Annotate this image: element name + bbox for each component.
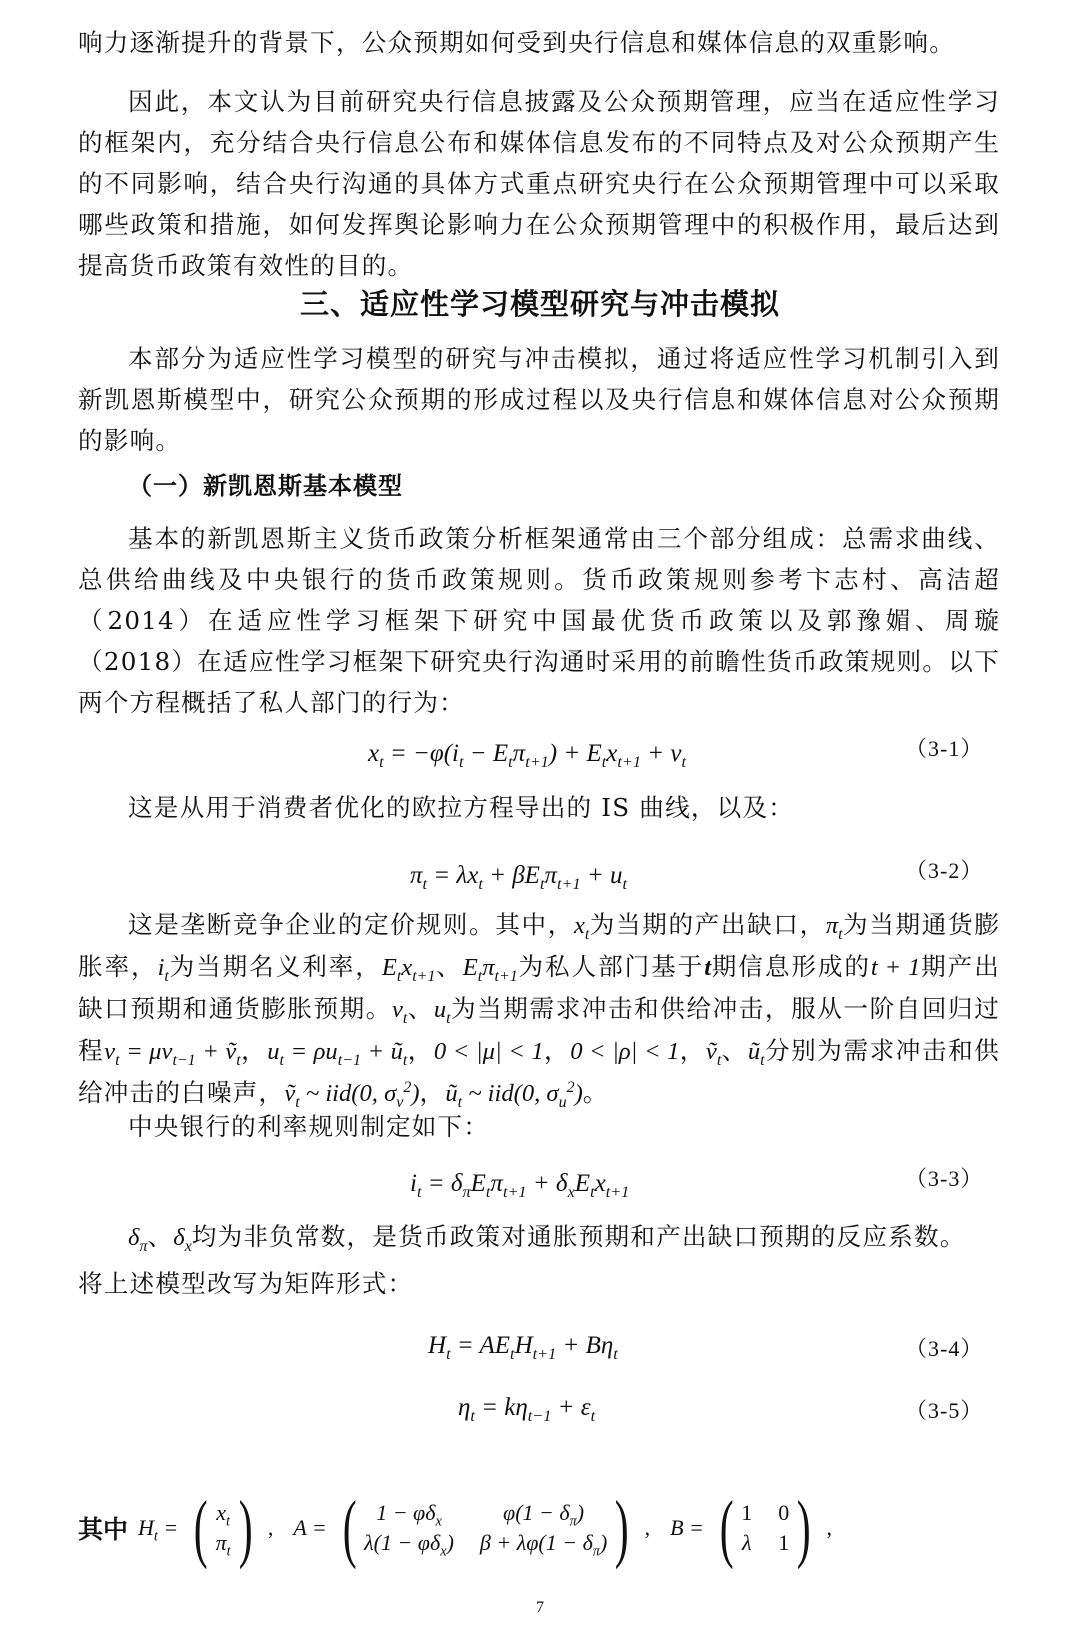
paragraph-matrix-form: 将上述模型改写为矩阵形式： <box>78 1269 414 1298</box>
matrix-A: ( $1 - \varphi\delta_x$ $\varphi(1 - \delta_\pi)$ $\lambda(1 - \varphi\delta_x)$ $\beta + \lambda\varphi(1 - \delta_\pi)$ ) <box>342 1486 629 1570</box>
paragraph-framework: 基本的新凯恩斯主义货币政策分析框架通常由三个部分组成：总需求曲线、总供给曲线及中央银行的货币政策规则。货币政策规则参考卞志村、高洁超（2014）在适应性学习框架下研究中国最优货币政策以及郭豫媚、周璇（2018）在适应性学习框架下研究央行沟通时采用的前瞻性货币政策规则。以下两个方程概括了私人部门的行为： <box>78 524 1000 717</box>
paragraph-interest-rule: 中央银行的利率规则制定如下： <box>128 1112 490 1141</box>
equation-number: （3-4） <box>905 1336 984 1361</box>
equation-number: （3-5） <box>905 1398 984 1423</box>
paragraph-therefore: 因此，本文认为目前研究央行信息披露及公众预期管理，应当在适应性学习的框架内，充分结合央行信息公布和媒体信息发布的不同特点及对公众预期产生的不同影响，结合央行沟通的具体方式重点研究央行在公众预期管理中可以采取哪些政策和措施，如何发挥舆论影响力在公众预期管理中的积极作用，最后达到提高货币政策有效性的目的。 <box>78 87 1000 280</box>
equation-number: （3-2） <box>905 858 984 883</box>
equation-number: （3-3） <box>905 1166 984 1191</box>
paragraph-continuation: 响力逐渐提升的背景下，公众预期如何受到央行信息和媒体信息的双重影响。 <box>78 28 955 57</box>
paragraph-is-curve: 这是从用于消费者优化的欧拉方程导出的 IS 曲线，以及： <box>128 793 795 822</box>
equation-3-2: $\pi_t = \lambda x_t + \beta E_t\pi_{t+1} + u_t$ <box>410 862 627 893</box>
paragraph-pricing-rule: 这是垄断竞争企业的定价规则。其中，$x_t$为当期的产出缺口，$\pi_t$为当期通货膨胀率，$i_t$为当期名义利率，$E_tx_{t+1}$、$E_t\pi_{t+1}$为私人部门基于t期信息形成的t + 1期产出缺口预期和通货膨胀预期。$v_t$、$u_t$为当期需求冲击和供给冲击，服从一阶自回归过程$v_t = \mu v_{t-1}$ + ṽ$_t$，$u_t = \rho u_{t-1}$ + $ũ_t$，0 < |μ| < 1，0 < |ρ| < 1，ṽ$_t$、$ũ_t$分别为需求冲击和供给冲击的白噪声，ṽ$_t$ ~ iid(0, $\sigma_v^2$)，$ũ_t$ ~ iid(0, $\sigma_u^2$)。 <box>78 910 1001 1111</box>
equation-number: （3-1） <box>905 736 984 761</box>
matrix-definitions: 其中 $H_t$ = ( $x_t$ $\pi_t$ ) , A = ( $1 - \varphi\delta_x$ $\varphi(1 - \delta_\pi)$ $\lambda(1 - \varphi\delta_x)$ $\beta + \lambda\varphi(1 - \delta_\pi)$ ) , B = ( 1 0 λ 1 ) , <box>78 1486 833 1570</box>
matrix-lead-text: 其中 <box>78 1515 129 1544</box>
equation-3-5: $\eta_t = k\eta_{t-1} + \varepsilon_t$ <box>458 1394 596 1425</box>
equation-3-1: $x_t = -\varphi(i_t - E_t\pi_{t+1}) + E_tx_{t+1} + v_t$ <box>368 740 686 771</box>
subsection-heading: （一）新凯恩斯基本模型 <box>128 472 403 500</box>
equation-3-3: $i_t = \delta_\pi E_t\pi_{t+1} + \delta_xE_tx_{t+1}$ <box>410 1170 630 1201</box>
paragraph-coefficients: $\delta_\pi$、$\delta_x$均为非负常数，是货币政策对通胀预期和产出缺口预期的反应系数。 <box>128 1222 966 1255</box>
page-number: 7 <box>536 1599 544 1616</box>
matrix-H: ( $x_t$ $\pi_t$ ) <box>193 1486 253 1570</box>
matrix-B: ( 1 0 λ 1 ) <box>719 1486 811 1570</box>
equation-3-4: $H_t = AE_tH_{t+1} + B\eta_t$ <box>428 1332 618 1363</box>
section-heading: 三、适应性学习模型研究与冲击模拟 <box>299 287 780 321</box>
paragraph-section-intro: 本部分为适应性学习模型的研究与冲击模拟，通过将适应性学习机制引入到新凯恩斯模型中，研究公众预期的形成过程以及央行信息和媒体信息对公众预期的影响。 <box>78 344 1000 455</box>
